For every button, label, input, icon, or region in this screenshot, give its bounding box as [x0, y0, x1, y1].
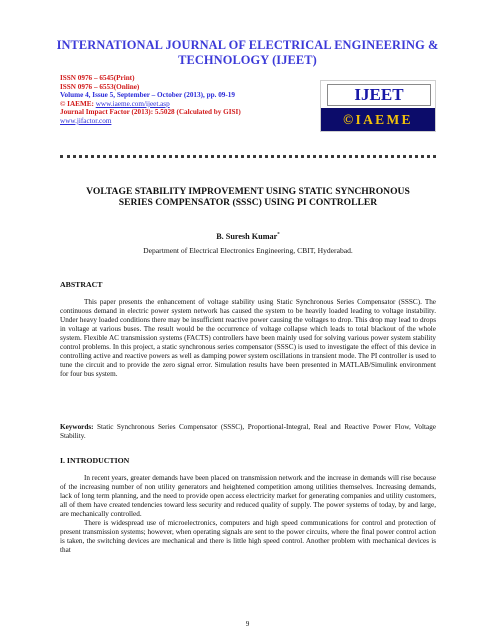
logo-iaeme-text: ©IAEME: [321, 108, 435, 131]
issn-print: ISSN 0976 – 6545(Print): [60, 74, 135, 82]
keywords: [60, 423, 436, 441]
page-number: 9: [245, 620, 250, 628]
keywords-label: Keywords:: [60, 423, 94, 431]
abstract-body: [60, 298, 436, 379]
keywords-text: Static Synchronous Series Compensator (SSSC), Proportional-Integral, Real and Reactive Power Flow, Voltage Stability.: [60, 423, 436, 441]
issn-online: ISSN 0976 – 6553(Online): [60, 82, 140, 91]
volume-info: Volume 4, Issue 5, September – October (2013), pp. 09-19: [60, 91, 235, 100]
paper-title: [60, 186, 436, 209]
iaeme-label: © IAEME:: [60, 99, 96, 108]
author-affiliation: Department of Electrical Electronics Engineering, CBIT, Hyderabad.: [143, 246, 353, 255]
journal-title-line2: TECHNOLOGY (IJEET): [178, 53, 317, 67]
author-mark: *: [277, 232, 280, 238]
iaeme-link[interactable]: www.iaeme.com/ijeet.asp: [95, 99, 170, 108]
journal-info: [60, 74, 315, 126]
introduction-body: [60, 474, 436, 555]
introduction-heading: I. INTRODUCTION: [60, 456, 130, 465]
logo-ijeet-text: IJEET: [327, 84, 431, 106]
author-name: [60, 232, 436, 241]
paper-title-line2: SERIES COMPENSATOR (SSSC) USING PI CONTROLLER: [118, 197, 378, 209]
jifactor-link[interactable]: www.jifactor.com: [60, 116, 112, 125]
introduction-para2: There is widespread use of microelectronics, computers and high speed communications for control and protection of present transmission systems; however, when operating signals are sent to the power circuits, where the final power control action is taken, the switching devices are mechanical and there is little high speed control. Another problem with mechanical devices is that: [60, 519, 436, 555]
abstract-heading: ABSTRACT: [60, 280, 103, 289]
ijeet-logo: [320, 80, 436, 132]
introduction-para1: In recent years, greater demands have been placed on transmission network and the increase in demands will rise because of the increasing number of non utility generators and heightened competition among utilities themselves. Increasing demands, lack of long term planning, and the need to provide open access electricity market for generating companies and utility customers, all of them have created tendencies toward less security and reduced quality of supply. The power systems of today, by and large, are mechanically controlled.: [60, 474, 436, 519]
iaeme-row: [60, 100, 315, 109]
dotted-separator: [60, 155, 436, 158]
journal-title: [40, 38, 455, 68]
author-text: B. Suresh Kumar: [216, 232, 278, 241]
impact-factor: Journal Impact Factor (2013): 5.5028 (Calculated by GISI): [60, 108, 241, 117]
journal-title-line1: INTERNATIONAL JOURNAL OF ELECTRICAL ENGINEERING &: [56, 38, 439, 52]
abstract-text: This paper presents the enhancement of voltage stability using Static Synchronous Series Compensator (SSSC). The continuous demand in electric power system network has caused the system to be heavily loaded leading to voltage instability. Under heavy loaded conditions there may be insufficient reactive power causing the voltages to drop. This drop may lead to drops in voltage at various buses. The result would be the occurrence of voltage collapse which leads to total blackout of the whole system. Flexible AC transmission systems (FACTS) controllers have been mainly used for solving various power system stability control problems. In this project, a static synchronous series compensator (SSSC) is used to investigate the effect of this device in controlling active and reactive powers as well as damping power system oscillations in transient mode. The PI controller is used to tune the circuit and to provide the zero signal error. Simulation results have been presented in MATLAB/Simulink environment for four bus system.: [60, 298, 436, 379]
paper-title-line1: VOLTAGE STABILITY IMPROVEMENT USING STATIC SYNCHRONOUS: [86, 186, 410, 197]
